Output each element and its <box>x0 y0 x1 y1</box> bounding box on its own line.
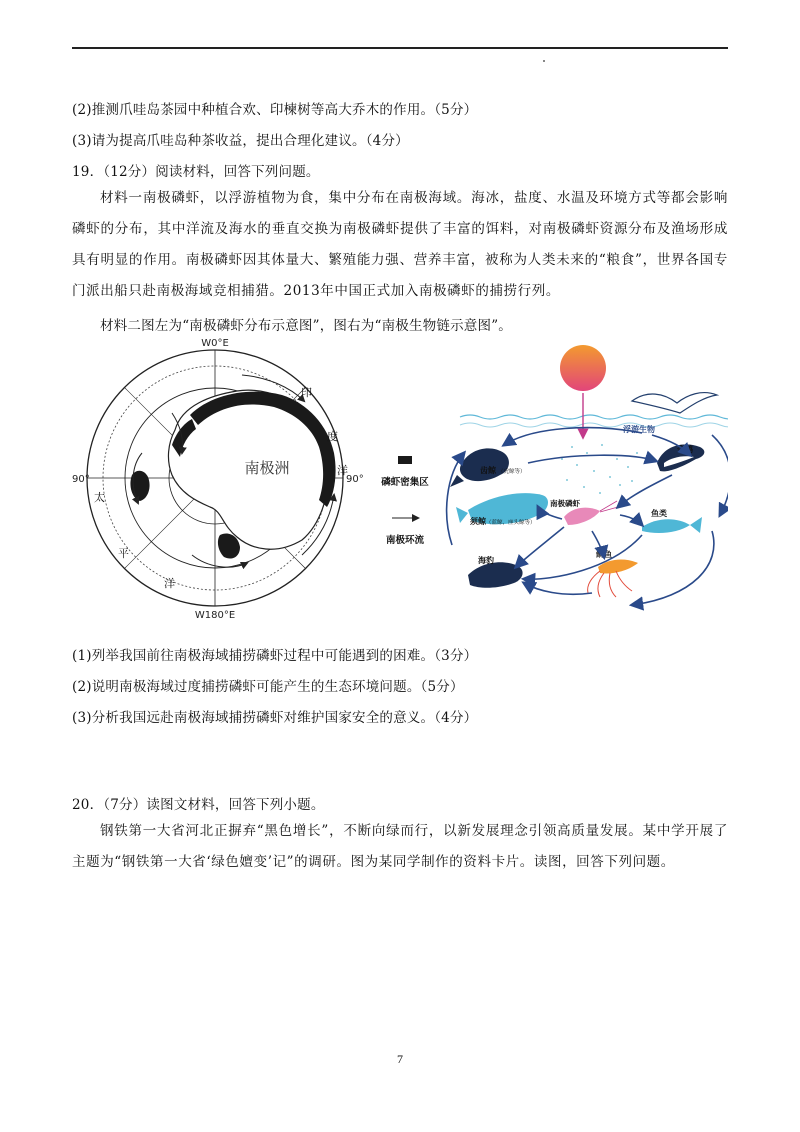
figure-panel <box>72 335 728 625</box>
header-rule <box>72 47 728 49</box>
figure-legend <box>381 456 429 546</box>
baleen-whale-note: （蓝鲸，座头鲸等） <box>486 520 536 526</box>
continent-label: 南极洲 <box>244 459 290 477</box>
subquestion-1: (1)列举我国前往南极海域捕捞磷虾过程中可能遇到的困难。（3分） <box>72 648 478 664</box>
fish-label: 鱼类 <box>651 509 667 518</box>
map-top-label: W0°E <box>201 338 229 349</box>
killer-whale-note: （虎鲸等） <box>498 469 526 475</box>
question-3-text: (3)请为提高爪哇岛种茶收益，提出合理化建议。（4分） <box>72 133 409 149</box>
plankton-dots <box>561 444 638 494</box>
seal-icon <box>468 562 523 588</box>
fish-icon <box>642 519 690 533</box>
map-right-label: 90° <box>346 474 364 485</box>
legend-krill-label: 磷虾密集区 <box>381 477 429 488</box>
question-20-heading: 20．（7分）读图文材料，回答下列小题。 <box>72 797 325 813</box>
legend-krill-swatch <box>398 456 412 464</box>
question-20-paragraph: 钢铁第一大省河北正摒弃“黑色增长”，不断向绿而行，以新发展理念引领高质量发展。某中学开展了主题为“钢铁第一大省‘绿色嬗变’记”的调研。图为某同学制作的资料卡片。读图，回答下列问题。 <box>72 823 728 870</box>
killer-whale-label: 齿鲸 <box>480 466 496 475</box>
ocean-pacific-char-3: 洋 <box>164 577 175 590</box>
water-surface <box>460 415 728 419</box>
krill-distribution-map <box>72 338 364 621</box>
seabird-icon <box>632 393 717 413</box>
subquestion-3: (3)分析我国远赴南极海域捕捞磷虾对维护国家安全的意义。（4分） <box>72 710 478 726</box>
ocean-pacific-char-2: 平 <box>118 547 129 560</box>
krill-label: 南极磷虾 <box>550 499 580 508</box>
ocean-pacific-char-1: 太 <box>94 491 105 504</box>
antarctic-food-web <box>447 345 728 605</box>
legend-current-label: 南极环流 <box>385 535 425 546</box>
seal-label: 海豹 <box>478 556 494 565</box>
krill-icon <box>564 508 600 525</box>
map-bottom-label: W180°E <box>194 610 236 621</box>
material-2-caption: 材料二图左为“南极磷虾分布示意图”，图右为“南极生物链示意图”。 <box>100 318 513 334</box>
subquestion-2: (2)说明南极海域过度捕捞磷虾可能产生的生态环境问题。（5分） <box>72 679 464 695</box>
squid-label: 鱿鱼 <box>596 550 612 559</box>
sun-icon <box>560 345 606 391</box>
ocean-indian-char-3: 洋 <box>337 464 348 477</box>
question-19-heading: 19．（12分）阅读材料，回答下列问题。 <box>72 164 320 180</box>
killer-whale-icon <box>460 448 509 481</box>
page-number: 7 <box>397 1052 403 1066</box>
map-left-label: 90° <box>72 474 90 485</box>
ocean-indian-char-2: 度 <box>327 430 338 443</box>
question-2-text: (2)推测爪哇岛茶园中种植合欢、印楝树等高大乔木的作用。（5分） <box>72 102 478 118</box>
plankton-label: 浮游生物 <box>623 425 655 434</box>
ocean-indian-char-1: 印 <box>301 386 312 399</box>
header-dot <box>543 60 545 62</box>
material-1-paragraph: 材料一南极磷虾，以浮游植物为食，集中分布在南极海域。海冰，盐度、水温及环境方式等都会影响磷虾的分布，其中洋流及海水的垂直交换为南极磷虾提供了丰富的饵料，对南极磷虾资源分布及渔场形成具有明显的作用。南极磷虾因其体量大、繁殖能力强、营养丰富，被称为人类未来的“粮食”，世界各国专门派出船只赴南极海域竞相捕猎。2013年中国正式加入南极磷虾的捕捞行列。 <box>72 190 728 299</box>
baleen-whale-label: 须鲸 <box>470 517 486 526</box>
penguin-label: 企鹅 <box>677 445 693 454</box>
